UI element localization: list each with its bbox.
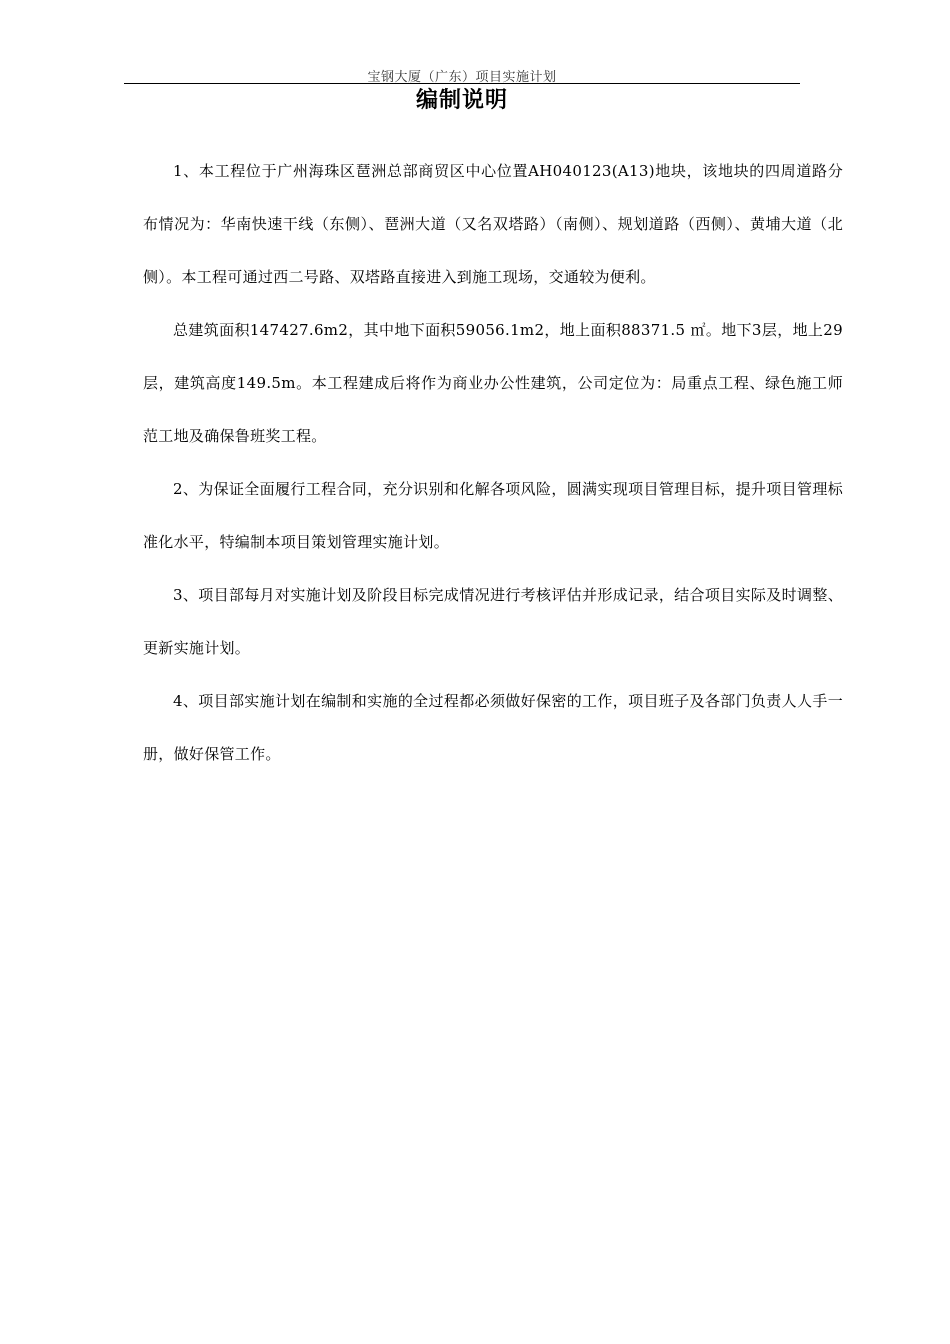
- paragraph-3: 2、为保证全面履行工程合同，充分识别和化解各项风险，圆满实现项目管理目标，提升项目管理标准化水平，特编制本项目策划管理实施计划。: [143, 480, 843, 551]
- paragraph-1: 1、本工程位于广州海珠区琶洲总部商贸区中心位置AH040123(A13)地块，该地块的四周道路分布情况为：华南快速干线（东侧）、琶洲大道（又名双塔路）（南侧）、规划道路（西侧）、黄埔大道（北侧）。本工程可通过西二号路、双塔路直接进入到施工现场，交通较为便利。: [143, 162, 843, 286]
- paragraph-5: 4、项目部实施计划在编制和实施的全过程都必须做好保密的工作，项目班子及各部门负责人人手一册，做好保管工作。: [143, 692, 843, 763]
- header-rule: [124, 83, 800, 84]
- paragraph-2: 总建筑面积147427.6m2，其中地下面积59056.1m2，地上面积88371.5 ㎡。地下3层，地上29层，建筑高度149.5m。本工程建成后将作为商业办公性建筑，公司定位为：局重点工程、绿色施工师范工地及确保鲁班奖工程。: [143, 321, 843, 445]
- paragraph-4: 3、项目部每月对实施计划及阶段目标完成情况进行考核评估并形成记录，结合项目实际及时调整、更新实施计划。: [143, 586, 843, 657]
- page-title: 编制说明: [415, 88, 508, 113]
- running-header: 宝钢大厦（广东）项目实施计划: [367, 70, 557, 85]
- body-text: [143, 145, 843, 781]
